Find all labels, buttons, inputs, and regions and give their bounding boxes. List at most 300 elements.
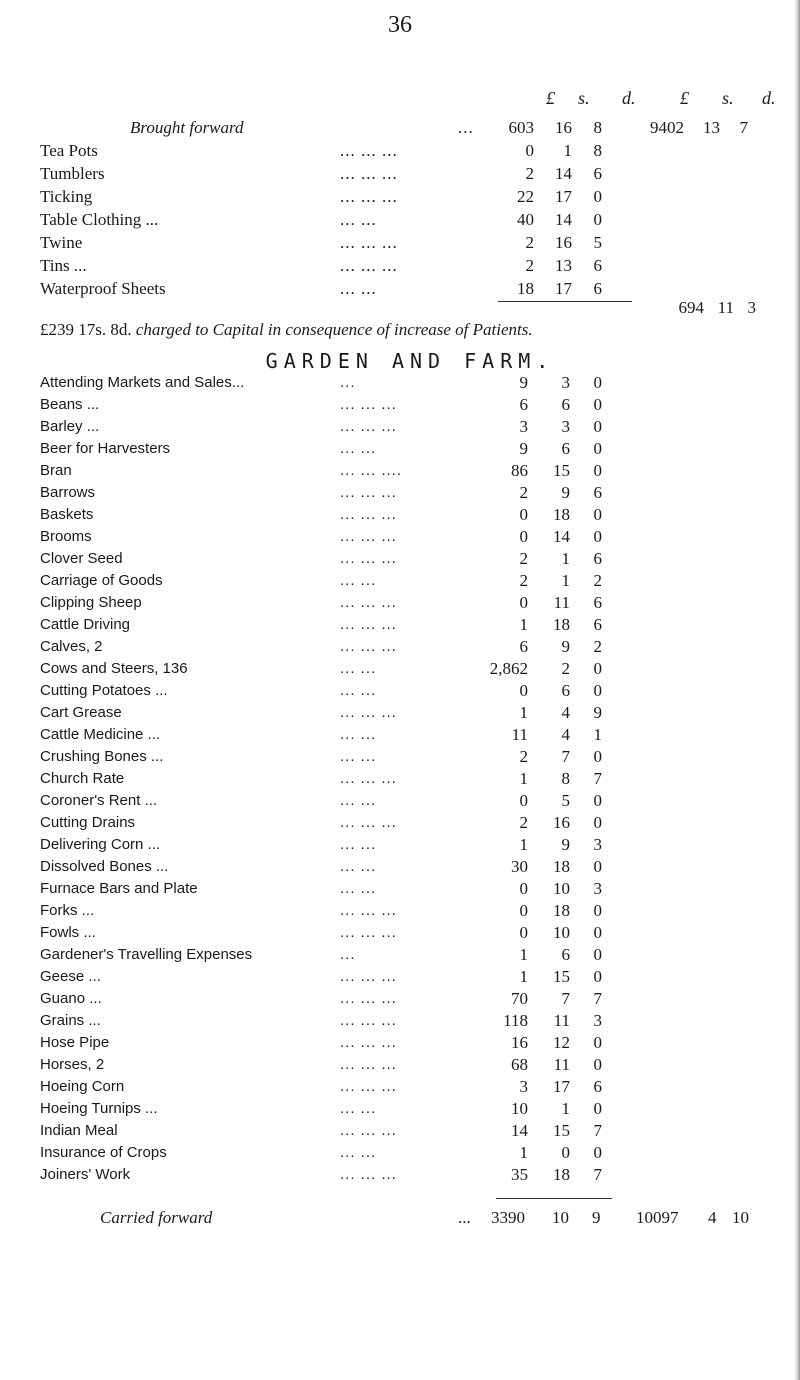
col-shillings-2: s.	[722, 88, 734, 108]
shillings: 18	[553, 615, 570, 634]
item-label: Carriage of Goods	[40, 572, 163, 589]
pence: 0	[593, 1055, 602, 1074]
total-pounds: 9402	[650, 118, 684, 137]
pounds: 0	[519, 527, 528, 546]
dots: ... ...	[340, 1100, 377, 1117]
ledger-row	[40, 746, 780, 768]
item-label: Church Rate	[40, 770, 125, 787]
item-label: Geese ...	[40, 968, 101, 985]
dots: ... ... ...	[340, 506, 397, 523]
shillings: 14	[555, 164, 572, 183]
item-label: Insurance of Crops	[40, 1144, 167, 1161]
pounds: 30	[511, 857, 528, 876]
ledger-row	[40, 1010, 780, 1032]
pounds: 2	[525, 256, 534, 275]
pence: 1	[593, 725, 602, 744]
page-number: 36	[388, 12, 412, 38]
item-label: Cows and Steers, 136	[40, 660, 188, 677]
shillings: 14	[555, 210, 572, 229]
shillings: 10	[553, 923, 570, 942]
shillings: 15	[553, 461, 570, 480]
section-sundries	[40, 116, 780, 300]
pounds: 2	[525, 233, 534, 252]
shillings: 18	[553, 505, 570, 524]
shillings: 16	[555, 118, 572, 137]
ledger-row	[40, 900, 780, 922]
pence: 3	[593, 879, 602, 898]
section-heading-garden-farm: GARDEN AND FARM.	[265, 349, 555, 373]
pence: 6	[593, 256, 602, 275]
dots: ...	[340, 946, 356, 963]
pence: 6	[593, 1077, 602, 1096]
item-label: Furnace Bars and Plate	[40, 880, 198, 897]
pounds: 1	[519, 835, 528, 854]
item-label: Tins ...	[40, 256, 87, 275]
item-label: Forks ...	[40, 902, 95, 919]
pounds: 0	[525, 141, 534, 160]
pence: 0	[593, 373, 602, 392]
brought-forward-row	[40, 116, 780, 139]
pence: 0	[593, 967, 602, 986]
pence: 6	[593, 164, 602, 183]
dots: ... ... ...	[340, 187, 398, 206]
pounds: 2	[519, 813, 528, 832]
ledger-row	[40, 372, 780, 394]
pence: 0	[593, 681, 602, 700]
ledger-row	[40, 768, 780, 790]
shillings: 2	[561, 659, 570, 678]
shillings: 3	[561, 417, 570, 436]
pence: 0	[593, 945, 602, 964]
shillings: 7	[561, 989, 570, 1008]
pounds: 2	[519, 483, 528, 502]
ledger-row	[40, 254, 780, 277]
shillings: 6	[561, 395, 570, 414]
shillings: 15	[553, 967, 570, 986]
shillings: 6	[561, 945, 570, 964]
shillings: 17	[555, 187, 572, 206]
col-pounds: £	[546, 88, 555, 108]
dots: ... ... ...	[340, 1056, 397, 1073]
dots: ... ... ...	[340, 396, 397, 413]
dots: ... ... ...	[340, 638, 397, 655]
ledger-row	[40, 658, 780, 680]
note-amount: £239 17s. 8d.	[40, 320, 132, 339]
carried-total-shillings: 4	[708, 1208, 717, 1227]
ledger-row	[40, 1032, 780, 1054]
shillings: 14	[553, 527, 570, 546]
ledger-row	[40, 702, 780, 724]
pounds: 1	[519, 967, 528, 986]
dots: ... ... ...	[340, 550, 397, 567]
pounds: 70	[511, 989, 528, 1008]
pence: 0	[593, 527, 602, 546]
ledger-row	[40, 416, 780, 438]
section1-total-row	[40, 296, 780, 319]
dots: ...	[458, 1208, 471, 1227]
pence: 0	[593, 1099, 602, 1118]
pence: 0	[593, 210, 602, 229]
dots: ... ... ...	[340, 528, 397, 545]
ledger-row	[40, 922, 780, 944]
item-label: Waterproof Sheets	[40, 279, 166, 298]
shillings: 4	[561, 725, 570, 744]
shillings: 16	[553, 813, 570, 832]
pence: 7	[593, 1121, 602, 1140]
item-label: Dissolved Bones ...	[40, 858, 169, 875]
ledger-row	[40, 1120, 780, 1142]
pounds: 0	[519, 879, 528, 898]
pence: 6	[593, 279, 602, 298]
pence: 7	[593, 769, 602, 788]
ledger-row	[40, 231, 780, 254]
shillings: 9	[561, 835, 570, 854]
dots: ... ... ...	[340, 1078, 397, 1095]
ledger-row	[40, 1054, 780, 1076]
dots: ... ... ...	[340, 1166, 397, 1183]
pounds: 10	[511, 1099, 528, 1118]
dots: ...	[340, 374, 356, 391]
carried-pounds: 3390	[491, 1208, 525, 1227]
pounds: 40	[517, 210, 534, 229]
page-edge-shadow	[794, 0, 800, 1380]
col-shillings: s.	[578, 88, 590, 108]
pounds: 2	[519, 747, 528, 766]
carried-forward-row	[40, 1206, 800, 1230]
ledger-row	[40, 526, 780, 548]
pounds: 2	[519, 549, 528, 568]
item-label: Tea Pots	[40, 141, 98, 160]
dots: ... ...	[340, 572, 377, 589]
item-label: Beans ...	[40, 396, 100, 413]
item-label: Cutting Drains	[40, 814, 136, 831]
item-label: Fowls ...	[40, 924, 96, 941]
pence: 7	[593, 989, 602, 1008]
item-label: Twine	[40, 233, 83, 252]
carried-pence: 9	[592, 1208, 601, 1227]
shillings: 17	[555, 279, 572, 298]
ledger-row	[40, 856, 780, 878]
pence: 0	[593, 659, 602, 678]
item-label: Barley ...	[40, 418, 100, 435]
item-label: Baskets	[40, 506, 94, 523]
dots: ... ...	[340, 792, 377, 809]
item-label: Cart Grease	[40, 704, 122, 721]
item-label: Beer for Harvesters	[40, 440, 171, 457]
item-label: Horses, 2	[40, 1056, 105, 1073]
pounds: 11	[511, 725, 528, 744]
shillings: 7	[561, 747, 570, 766]
item-label: Cattle Medicine ...	[40, 726, 161, 743]
dots: ... ... ...	[340, 902, 397, 919]
shillings: 9	[561, 637, 570, 656]
pounds: 35	[511, 1165, 528, 1184]
item-label: Hoeing Corn	[40, 1078, 125, 1095]
carried-total-pounds: 10097	[636, 1208, 679, 1227]
carried-total-pence: 10	[732, 1208, 749, 1227]
item-label: Hose Pipe	[40, 1034, 110, 1051]
dots: ... ... ...	[340, 1122, 397, 1139]
shillings: 12	[553, 1033, 570, 1052]
pounds: 2,862	[489, 659, 528, 678]
pence: 0	[593, 395, 602, 414]
total-shillings: 13	[703, 118, 720, 137]
item-label: Coroner's Rent ...	[40, 792, 158, 809]
pence: 0	[593, 901, 602, 920]
brought-forward-label: Brought forward	[130, 118, 244, 137]
dots: ...	[458, 118, 474, 137]
shillings: 15	[553, 1121, 570, 1140]
section1-total-pounds: 694	[678, 298, 704, 317]
shillings: 1	[561, 1099, 570, 1118]
shillings: 18	[553, 1165, 570, 1184]
pence: 0	[593, 747, 602, 766]
pounds: 1	[519, 945, 528, 964]
item-label: Table Clothing ...	[40, 210, 159, 229]
shillings: 13	[555, 256, 572, 275]
pence: 2	[593, 637, 602, 656]
dots: ... ... ...	[340, 1012, 397, 1029]
pounds: 14	[511, 1121, 528, 1140]
dots: ... ...	[340, 858, 377, 875]
dots: ... ... ...	[340, 484, 397, 501]
pence: 7	[593, 1165, 602, 1184]
pounds: 0	[519, 923, 528, 942]
pounds: 118	[503, 1011, 528, 1030]
section1-total-pence: 3	[747, 298, 756, 317]
pounds: 9	[519, 373, 528, 392]
pence: 8	[593, 141, 602, 160]
ledger-row	[40, 790, 780, 812]
pounds: 6	[519, 395, 528, 414]
ledger-row	[40, 162, 780, 185]
pounds: 22	[517, 187, 534, 206]
pounds: 3	[519, 417, 528, 436]
item-label: Joiners' Work	[40, 1166, 131, 1183]
pence: 5	[593, 233, 602, 252]
item-label: Indian Meal	[40, 1122, 118, 1139]
ledger-row	[40, 460, 780, 482]
item-label: Crushing Bones ...	[40, 748, 164, 765]
shillings: 11	[553, 1055, 570, 1074]
ledger-row	[40, 724, 780, 746]
pounds: 18	[517, 279, 534, 298]
dots: ... ... ...	[340, 814, 397, 831]
ledger-row	[40, 834, 780, 856]
shillings: 8	[561, 769, 570, 788]
col-pence: d.	[622, 88, 636, 108]
item-label: Delivering Corn ...	[40, 836, 161, 853]
pounds: 0	[519, 681, 528, 700]
ledger-row	[40, 680, 780, 702]
dots: ... ... ...	[340, 233, 398, 252]
shillings: 1	[561, 571, 570, 590]
ledger-row	[40, 482, 780, 504]
pounds: 16	[511, 1033, 528, 1052]
item-label: Tumblers	[40, 164, 105, 183]
col-pounds-2: £	[680, 88, 689, 108]
ledger-row	[40, 208, 780, 231]
capital-note	[40, 320, 533, 340]
dots: ... ... ....	[340, 462, 403, 479]
dots: ... ...	[340, 880, 377, 897]
carried-shillings: 10	[552, 1208, 569, 1227]
pence: 0	[593, 439, 602, 458]
ledger-row	[40, 878, 780, 900]
pence: 8	[593, 118, 602, 137]
item-label: Gardener's Travelling Expenses	[40, 946, 253, 963]
section2-subtotal-rule	[496, 1198, 612, 1199]
item-label: Calves, 2	[40, 638, 103, 655]
shillings: 1	[561, 549, 570, 568]
ledger-row	[40, 944, 780, 966]
pounds: 2	[525, 164, 534, 183]
item-label: Attending Markets and Sales...	[40, 374, 245, 391]
item-label: Clipping Sheep	[40, 594, 142, 611]
section-garden-farm	[40, 372, 780, 1186]
item-label: Barrows	[40, 484, 96, 501]
dots: ... ... ...	[340, 924, 397, 941]
pence: 0	[593, 791, 602, 810]
ledger-row	[40, 548, 780, 570]
section1-total-shillings: 11	[717, 298, 734, 317]
shillings: 3	[561, 373, 570, 392]
pounds: 9	[519, 439, 528, 458]
dots: ... ... ...	[340, 704, 397, 721]
shillings: 6	[561, 439, 570, 458]
note-text: charged to Capital in consequence of increase of Patients.	[135, 320, 533, 339]
pence: 3	[593, 835, 602, 854]
ledger-row	[40, 185, 780, 208]
pence: 6	[593, 483, 602, 502]
pence: 0	[593, 1033, 602, 1052]
item-label: Grains ...	[40, 1012, 101, 1029]
pounds: 86	[511, 461, 528, 480]
dots: ... ...	[340, 279, 377, 298]
carried-forward-label: Carried forward	[100, 1208, 213, 1227]
ledger-row	[40, 504, 780, 526]
ledger-row	[40, 592, 780, 614]
ledger-row	[40, 570, 780, 592]
pounds: 0	[519, 505, 528, 524]
dots: ... ... ...	[340, 1034, 397, 1051]
pounds: 603	[508, 118, 534, 137]
pence: 9	[593, 703, 602, 722]
item-label: Hoeing Turnips ...	[40, 1100, 158, 1117]
ledger-row	[40, 614, 780, 636]
ledger-row	[40, 966, 780, 988]
pence: 3	[593, 1011, 602, 1030]
dots: ... ...	[340, 726, 377, 743]
dots: ... ... ...	[340, 256, 398, 275]
ledger-row	[40, 636, 780, 658]
shillings: 9	[561, 483, 570, 502]
shillings: 11	[553, 1011, 570, 1030]
shillings: 4	[561, 703, 570, 722]
pence: 0	[593, 857, 602, 876]
pounds: 68	[511, 1055, 528, 1074]
dots: ... ...	[340, 660, 377, 677]
item-label: Clover Seed	[40, 550, 123, 567]
shillings: 10	[553, 879, 570, 898]
dots: ... ... ...	[340, 968, 397, 985]
ledger-row	[40, 1142, 780, 1164]
ledger-row	[40, 394, 780, 416]
shillings: 18	[553, 901, 570, 920]
dots: ... ... ...	[340, 616, 397, 633]
pounds: 1	[519, 769, 528, 788]
dots: ... ...	[340, 440, 377, 457]
pounds: 6	[519, 637, 528, 656]
pence: 6	[593, 615, 602, 634]
ledger-row	[40, 1098, 780, 1120]
pounds: 2	[519, 571, 528, 590]
pence: 0	[593, 813, 602, 832]
item-label: Brooms	[40, 528, 92, 545]
ledger-row	[40, 1164, 780, 1186]
item-label: Cattle Driving	[40, 616, 131, 633]
pounds: 3	[519, 1077, 528, 1096]
dots: ... ... ...	[340, 418, 397, 435]
dots: ... ...	[340, 1144, 377, 1161]
pounds: 1	[519, 1143, 528, 1162]
pence: 0	[593, 505, 602, 524]
pence: 0	[593, 1143, 602, 1162]
ledger-row	[40, 812, 780, 834]
shillings: 6	[561, 681, 570, 700]
item-label: Ticking	[40, 187, 93, 206]
ledger-row	[40, 1076, 780, 1098]
item-label: Guano ...	[40, 990, 102, 1007]
pence: 0	[593, 923, 602, 942]
pounds: 1	[519, 615, 528, 634]
shillings: 0	[561, 1143, 570, 1162]
dots: ... ... ...	[340, 770, 397, 787]
pounds: 0	[519, 593, 528, 612]
shillings: 17	[553, 1077, 570, 1096]
col-pence-2: d.	[762, 88, 776, 108]
total-pence: 7	[739, 118, 748, 137]
pence: 6	[593, 549, 602, 568]
item-label: Cutting Potatoes ...	[40, 682, 168, 699]
shillings: 1	[563, 141, 572, 160]
shillings: 18	[553, 857, 570, 876]
pounds: 0	[519, 791, 528, 810]
pence: 0	[593, 417, 602, 436]
dots: ... ... ...	[340, 990, 397, 1007]
pence: 6	[593, 593, 602, 612]
pence: 2	[593, 571, 602, 590]
ledger-row	[40, 139, 780, 162]
dots: ... ...	[340, 748, 377, 765]
dots: ... ... ...	[340, 594, 397, 611]
pounds: 0	[519, 901, 528, 920]
shillings: 11	[553, 593, 570, 612]
dots: ... ... ...	[340, 141, 398, 160]
shillings: 16	[555, 233, 572, 252]
pence: 0	[593, 187, 602, 206]
dots: ... ...	[340, 836, 377, 853]
dots: ... ...	[340, 210, 377, 229]
pounds: 1	[519, 703, 528, 722]
dots: ... ... ...	[340, 164, 398, 183]
ledger-row	[40, 438, 780, 460]
dots: ... ...	[340, 682, 377, 699]
ledger-row	[40, 988, 780, 1010]
pence: 0	[593, 461, 602, 480]
shillings: 5	[561, 791, 570, 810]
item-label: Bran	[40, 462, 72, 479]
